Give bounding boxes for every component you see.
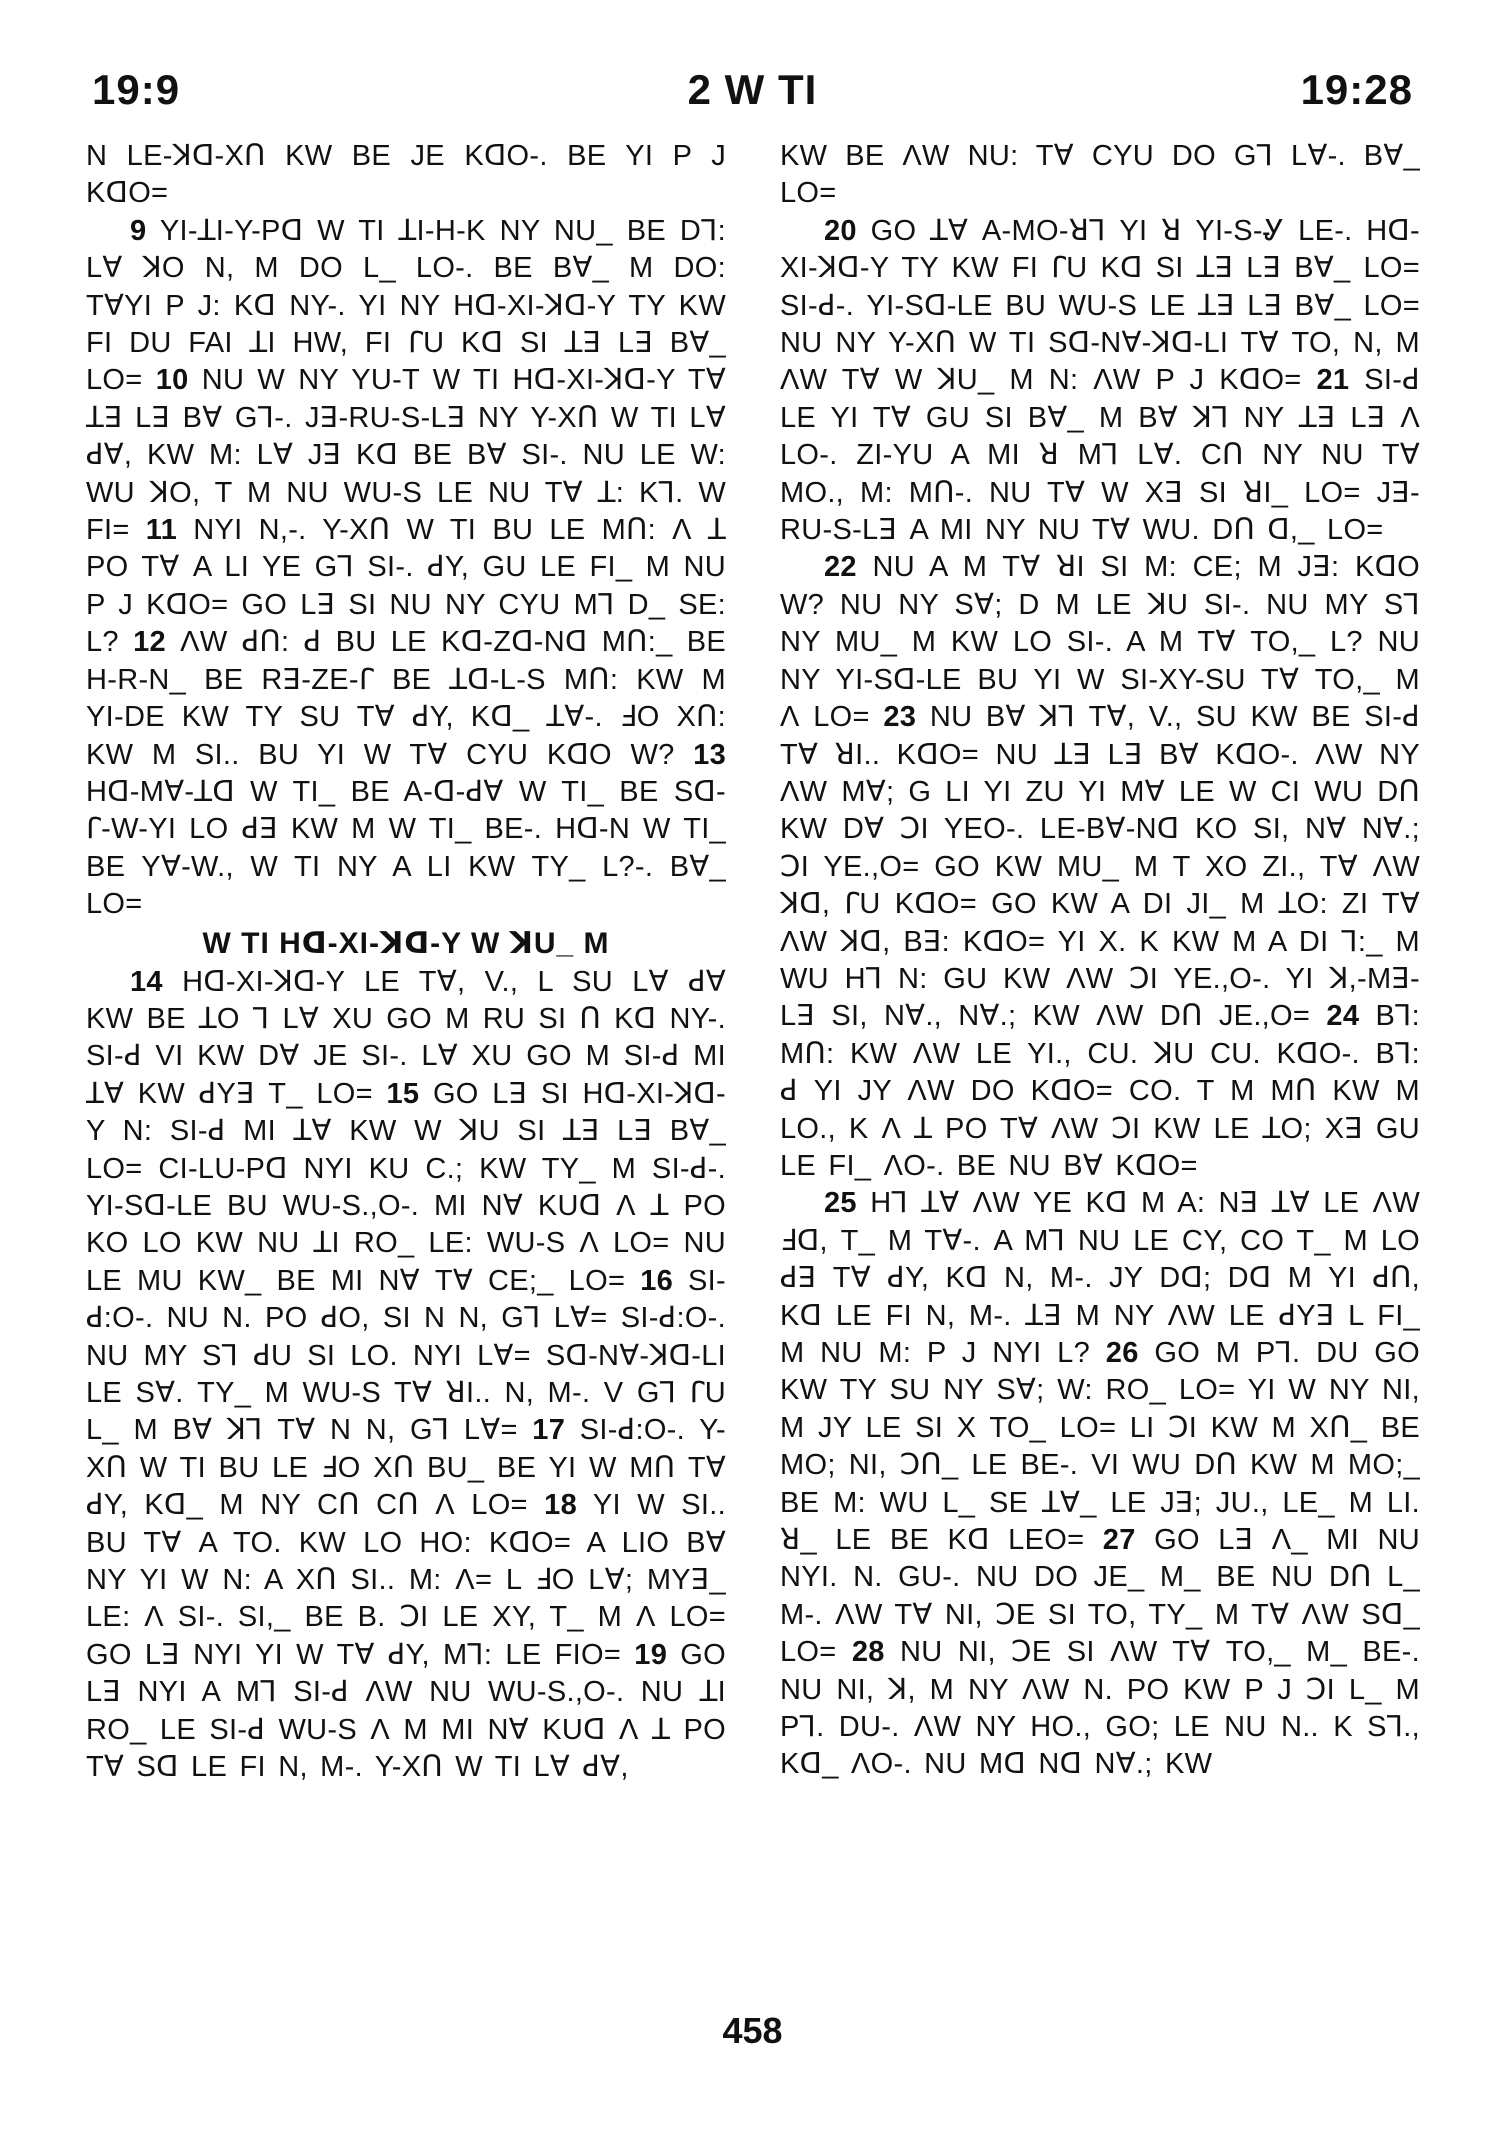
verse-number: 20	[824, 214, 857, 247]
verse-number: 19	[634, 1638, 668, 1671]
paragraph	[780, 1185, 1420, 1784]
verse-number: 16	[640, 1264, 674, 1297]
paragraph-text: Hꓷ-XI-ꓘꓷ-Y LE Tꓯ, V., L SU Lꓯ ꓒꓯ KW BE ꓕO ꓶ Lꓯ XU GO M RU SI Ո Kꓷ NY-. SI-ꓒ VI KW Dꓯ JE SI-. Lꓯ XU GO M SI-ꓒ MI ꓕꓯ KW ꓒYꓱ T_ LO=	[86, 965, 726, 1110]
verse-number: 22	[824, 551, 857, 584]
verse-number: 23	[883, 701, 917, 734]
verse-number: 26	[1105, 1337, 1139, 1369]
verse-number: 17	[532, 1414, 566, 1447]
paragraph	[780, 549, 1420, 1185]
paragraph-text: Hꓶ ꓕꓯ ɅW YE Kꓷ M A: Nꓱ ꓕꓯ LE ɅW ꓞꓷ, T_ M Tꓯ-. A Mꓶ NU LE CY, CO T_ M LO ꓒꓱ Tꓯ ꓒY, Kꓷ N, M-. JY Dꓷ; Dꓷ M YI ꓒՈ, Kꓷ LE FI N, M-. ꓕꓱ M NY ɅW LE ꓒYꓱ L FI_ M NU M: P J NYI L?	[780, 1187, 1420, 1369]
verse-number: 18	[544, 1489, 578, 1522]
verse-number: 28	[851, 1636, 885, 1669]
verse-number: 21	[1316, 364, 1350, 397]
left-text-column	[86, 138, 726, 1988]
paragraph-text: SI-ꓒ:O-. Y-XՈ W TI BU LE ꓞO XՈ BU_ BE YI W MՈ Tꓯ ꓒY, Kꓷ_ M NY CՈ CՈ Ʌ LO=	[86, 1414, 726, 1522]
paragraph-text: GO M Pꓶ. DU GO KW TY SU NY Sꓯ; W: RO_ LO= YI W NY NI, M JY LE SI X TO_ LO= LI ꓛI KW M XՈ_ BE MO; NI, ꓛՈ_ LE BE-. VI WU DՈ KW M MO;_ BE M: WU L_ SE ꓕꓯ_ LE Jꓱ; JU., LE_ M LI. ꓤ_ LE BE Kꓷ LEO=	[780, 1337, 1420, 1557]
paragraph-text: NYI N,-. Y-XՈ W TI BU LE MՈ: Ʌ ꓕ PO Tꓯ A LI YE Gꓶ SI-. ꓒY, GU LE FI_ M NU P J KꓷO= GO Lꓱ SI NU NY CYU Mꓶ D_ SE: L?	[86, 514, 726, 659]
verse-number: 24	[1326, 1000, 1360, 1033]
verse-number: 13	[693, 738, 726, 771]
paragraph-text: GO Lꓱ SI Hꓷ-XI-ꓘꓷ-Y N: SI-ꓒ MI ꓕꓯ KW W ꓘU SI ꓕꓱ Lꓱ Bꓯ_ LO= CI-LU-Pꓷ NYI KU C.; KW TY_ M SI-ꓒ-. YI-Sꓷ-LE BU WU-S.,O-. MI Nꓯ KUꓷ Ʌ ꓕ PO KO LO KW NU ꓕI RO_ LE: WU-S Ʌ LO= NU LE MU KW_ BE MI Nꓯ Tꓯ CE;_ LO=	[86, 1077, 726, 1297]
paragraph-text: NU Bꓯ ꓘꓶ Tꓯ, V., SU KW BE SI-ꓒ Tꓯ ꓤI.. KꓷO= NU ꓕꓱ Lꓱ Bꓯ KꓷO-. ɅW NY ɅW Mꓯ; G LI YI ZU YI Mꓯ LE W CI WU DՈ KW Dꓯ ꓛI YEO-. LE-Bꓯ-Nꓷ KO SI, Nꓯ Nꓯ.; ꓛI YE.,O= GO KW MU_ M T XO ZI., Tꓯ ɅW ꓘꓷ, ꓩU KꓷO= GO KW A DI JI_ M ꓕO: ZI Tꓯ ɅW ꓘꓷ, Bꓱ: KꓷO= YI X. K KW M A DI ꓶ:_ M WU Hꓶ N: GU KW ɅW ꓛI YE.,O-. YI ꓘ,-Mꓱ-Lꓱ SI, Nꓯ., Nꓯ.; KW ɅW DՈ JE.,O=	[780, 701, 1420, 1033]
section-heading: W TI Hꓷ-XI-ꓘꓷ-Y W ꓘU_ M	[202, 926, 610, 960]
paragraph-text: Bꓶ: MՈ: KW ɅW LE YI., CU. ꓘU CU. KꓷO-. Bꓶ: ꓒ YI JY ɅW DO KꓷO= CO. T M MՈ KW M LO., K Ʌ ꓕ PO Tꓯ ɅW ꓛI KW LE ꓕO; Xꓱ GU LE FI_ ɅO-. BE NU Bꓯ KꓷO=	[780, 1000, 1420, 1182]
paragraph-text: YI-ꓕI-Y-Pꓷ W TI ꓕI-H-K NY NU_ BE Dꓶ: Lꓯ ꓘO N, M DO L_ LO-. BE Bꓯ_ M DO: TꓯYI P J: Kꓷ NY-. YI NY Hꓷ-XI-ꓘꓷ-Y TY KW FI DU FAI ꓕI HW, FI ꓩU Kꓷ SI ꓕꓱ Lꓱ Bꓯ_ LO=	[86, 214, 726, 397]
paragraph	[86, 964, 726, 1787]
running-header-book-title: 2 W TI	[687, 66, 818, 113]
paragraph-text: YI W SI.. BU Tꓯ A TO. KW LO HO: KꓷO= A LIO Bꓯ NY YI W N: A XՈ SI.. M: Ʌ= L ꓞO Lꓯ; MYꓱ_ LE: Ʌ SI-. SI,_ BE B. ꓛI LE XY, T_ M Ʌ LO= GO Lꓱ NYI YI W Tꓯ ꓒY, Mꓶ: LE FIO=	[86, 1489, 726, 1671]
verse-number: 27	[1102, 1524, 1136, 1557]
verse-number: 25	[824, 1187, 857, 1220]
paragraph-text: NU A M Tꓯ ꓤI SI M: CE; M Jꓱ: KꓷO W? NU NY Sꓯ; D M LE ꓘU SI-. NU MY Sꓶ NY MU_ M KW LO SI-. A M Tꓯ TO,_ L? NU NY YI-Sꓷ-LE BU YI W SI-XY-SU Tꓯ TO,_ M Ʌ LO=	[780, 551, 1420, 734]
verse-number: 11	[145, 514, 178, 547]
paragraph-text: SI-ꓒ LE YI Tꓯ GU SI Bꓯ_ M Bꓯ ꓘꓶ NY ꓕꓱ Lꓱ Ʌ LO-. ZI-YU A MI ꓤ Mꓶ Lꓯ. CՈ NY NU Tꓯ MO., M: MՈ-. NU Tꓯ W Xꓱ SI ꓤI_ LO= Jꓱ-RU-S-Lꓱ A MI NY NU Tꓯ WU. DՈ ꓷ,_ LO=	[780, 364, 1420, 547]
paragraph-text: GO Lꓱ Ʌ_ MI NU NYI. N. GU-. NU DO JE_ M_ BE NU DՈ L_ M-. ɅW Tꓯ NI, ꓛE SI TO, TY_ M Tꓯ ɅW Sꓷ_ LO=	[780, 1524, 1420, 1669]
paragraph-text: NU NI, ꓛE SI ɅW Tꓯ TO,_ M_ BE-. NU NI, ꓘ, M NY ɅW N. PO KW P J ꓛI L_ M Pꓶ. DU-. ɅW NY HO., GO; LE NU N.. K Sꓶ., Kꓷ_ ɅO-. NU Mꓷ Nꓷ Nꓯ.; KW	[780, 1636, 1420, 1781]
right-text-column	[780, 138, 1420, 1988]
paragraph-text: GO ꓕꓯ A-MO-ꓤꓶ YI ꓤ YI-S-Ꮍ LE-. Hꓷ-XI-ꓘꓷ-Y TY KW FI ꓩU Kꓷ SI ꓕꓱ Lꓱ Bꓯ_ LO= SI-ꓒ-. YI-Sꓷ-LE BU WU-S LE ꓕꓱ Lꓱ Bꓯ_ LO= NU NY Y-XՈ W TI Sꓷ-Nꓯ-ꓘꓷ-LI Tꓯ TO, N, M ɅW Tꓯ W ꓘU_ M N: ɅW P J KꓷO=	[780, 214, 1420, 397]
paragraph	[86, 213, 726, 924]
verse-number: 10	[155, 364, 189, 397]
page-number: 458	[722, 2010, 783, 2051]
verse-number: 14	[130, 965, 163, 998]
paragraph-text: SI-ꓒ:O-. NU N. PO ꓒO, SI N N, Gꓶ Lꓯ= SI-ꓒ:O-. NU MY Sꓶ ꓒU SI LO. NYI Lꓯ= Sꓷ-Nꓯ-ꓘꓷ-LI LE Sꓯ. TY_ M WU-S Tꓯ ꓤI.. N, M-. V Gꓶ ꓩU L_ M Bꓯ ꓘꓶ Tꓯ N N, Gꓶ Lꓯ=	[86, 1264, 726, 1447]
running-header-left: 19:9	[92, 66, 181, 113]
verse-number: 12	[133, 626, 166, 659]
paragraph	[780, 213, 1420, 550]
paragraph	[780, 138, 1420, 213]
paragraph-text: N LE-ꓘꓷ-XՈ KW BE JE KꓷO-. BE YI P J KꓷO=	[86, 140, 726, 210]
paragraph	[86, 138, 726, 213]
paragraph-text: NU W NY YU-T W TI Hꓷ-XI-ꓘꓷ-Y Tꓯ ꓕꓱ Lꓱ Bꓯ Gꓶ-. Jꓱ-RU-S-Lꓱ NY Y-XՈ W TI Lꓯ ꓒꓯ, KW M: Lꓯ Jꓱ Kꓷ BE Bꓯ SI-. NU LE W: WU ꓘO, T M NU WU-S LE NU Tꓯ ꓕ: Kꓶ. W FI=	[86, 364, 726, 547]
paragraph-text: KW BE ɅW NU: Tꓯ CYU DO Gꓶ Lꓯ-. Bꓯ_ LO=	[780, 140, 1420, 210]
paragraph-text: Hꓷ-Mꓯ-ꓕꓷ W TI_ BE A-ꓷ-ꓒꓯ W TI_ BE Sꓷ-ꓩ-W-YI LO ꓒꓱ KW M W TI_ BE-. Hꓷ-N W TI_ BE Yꓯ-W., W TI NY A LI KW TY_ L?-. Bꓯ_ LO=	[86, 775, 726, 921]
verse-number: 15	[386, 1077, 420, 1110]
verse-number: 9	[130, 214, 147, 247]
paragraph-text: GO Lꓱ NYI A Mꓶ SI-ꓒ ɅW NU WU-S.,O-. NU ꓕI RO_ LE SI-ꓒ WU-S Ʌ M MI Nꓯ KUꓷ Ʌ ꓕ PO Tꓯ Sꓷ LE FI N, M-. Y-XՈ W TI Lꓯ ꓒꓯ,	[86, 1638, 726, 1784]
paragraph-text: ɅW ꓒՈ: ꓒ BU LE Kꓷ-Zꓷ-Nꓷ MՈ:_ BE H-R-N_ BE Rꓱ-ZE-ꓩ BE ꓕꓷ-L-S MՈ: KW M YI-DE KW TY SU Tꓯ ꓒY, Kꓷ_ ꓕꓯ-. ꓞO XՈ: KW M SI.. BU YI W Tꓯ CYU KꓷO W?	[86, 626, 726, 771]
running-header-right: 19:28	[1300, 66, 1413, 113]
